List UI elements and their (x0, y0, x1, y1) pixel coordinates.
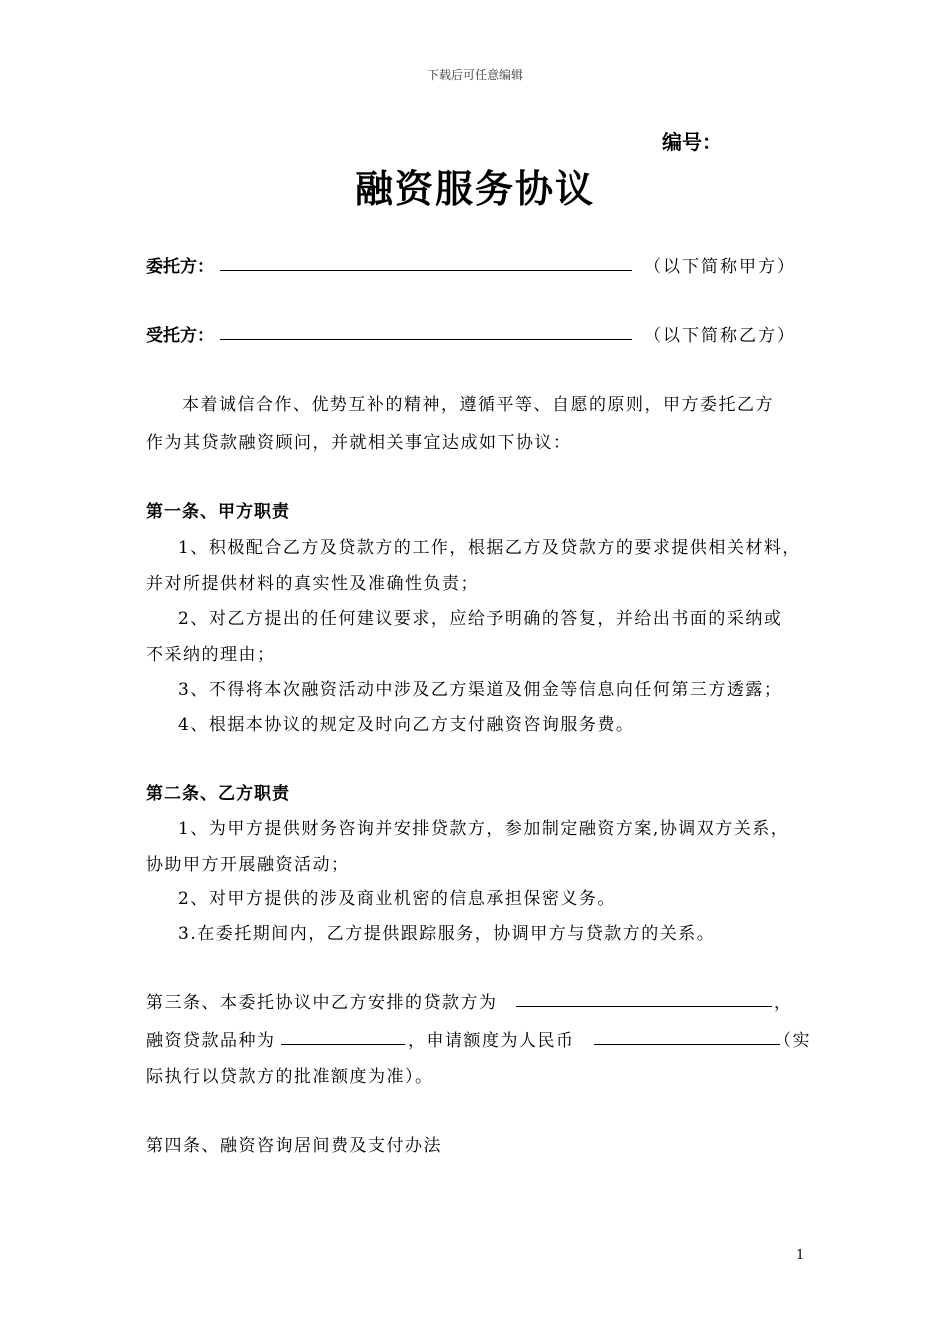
article-1-item-4: 4、根据本协议的规定及时向乙方支付融资咨询服务费。 (178, 715, 635, 735)
client-note: （以下简称甲方） (644, 257, 796, 277)
lender-name-field[interactable] (516, 1006, 772, 1007)
agent-label: 受托方： (146, 326, 214, 346)
article-3-line-3: 际执行以贷款方的批准额度为准）。 (146, 1067, 434, 1087)
article-3-line-1: 第三条、本委托协议中乙方安排的贷款方为 (146, 993, 498, 1013)
page-number: 1 (796, 1248, 805, 1263)
article-1-item-1-line-2: 并对所提供材料的真实性及准确性负责； (146, 574, 479, 594)
article-4-heading: 第四条、融资咨询居间费及支付办法 (146, 1136, 442, 1156)
header-note: 下载后可任意编辑 (426, 68, 523, 82)
intro-line-1: 本着诚信合作、优势互补的精神，遵循平等、自愿的原则，甲方委托乙方 (182, 395, 774, 415)
loan-amount-field[interactable] (594, 1044, 780, 1045)
document-title: 融资服务协议 (354, 167, 595, 211)
article-3-line-1-end: ， (774, 993, 793, 1013)
article-2-item-1-line-2: 协助甲方开展融资活动； (146, 855, 350, 875)
article-2-item-1-line-1: 1、为甲方提供财务咨询并安排贷款方，参加制定融资方案,协调双方关系， (178, 819, 790, 839)
article-2-item-2: 2、对甲方提供的涉及商业机密的信息承担保密义务。 (178, 889, 616, 909)
intro-line-2: 作为其贷款融资顾问，并就相关事宜达成如下协议： (146, 433, 572, 453)
article-3-line-2-c: （实 (774, 1031, 811, 1051)
article-3-line-2-a: 融资贷款品种为 (146, 1031, 276, 1051)
article-1-heading: 第一条、甲方职责 (146, 502, 290, 522)
article-1-item-2-line-1: 2、对乙方提出的任何建议要求，应给予明确的答复，并给出书面的采纳或 (178, 609, 783, 629)
article-1-item-2-line-2: 不采纳的理由； (146, 645, 276, 665)
client-name-field[interactable] (220, 270, 632, 271)
article-2-item-3: 3.在委托期间内，乙方提供跟踪服务，协调甲方与贷款方的关系。 (178, 924, 716, 944)
article-2-heading: 第二条、乙方职责 (146, 784, 290, 804)
agent-note: （以下简称乙方） (644, 326, 796, 346)
agent-name-field[interactable] (220, 339, 632, 340)
article-1-item-1-line-1: 1、积极配合乙方及贷款方的工作，根据乙方及贷款方的要求提供相关材料， (178, 538, 801, 558)
doc-number-label: 编号： (662, 130, 722, 154)
client-label: 委托方： (146, 257, 214, 277)
loan-type-field[interactable] (281, 1044, 405, 1045)
article-3-line-2-b: ，申请额度为人民币 (408, 1031, 575, 1051)
article-1-item-3: 3、不得将本次融资活动中涉及乙方渠道及佣金等信息向任何第三方透露； (178, 680, 783, 700)
